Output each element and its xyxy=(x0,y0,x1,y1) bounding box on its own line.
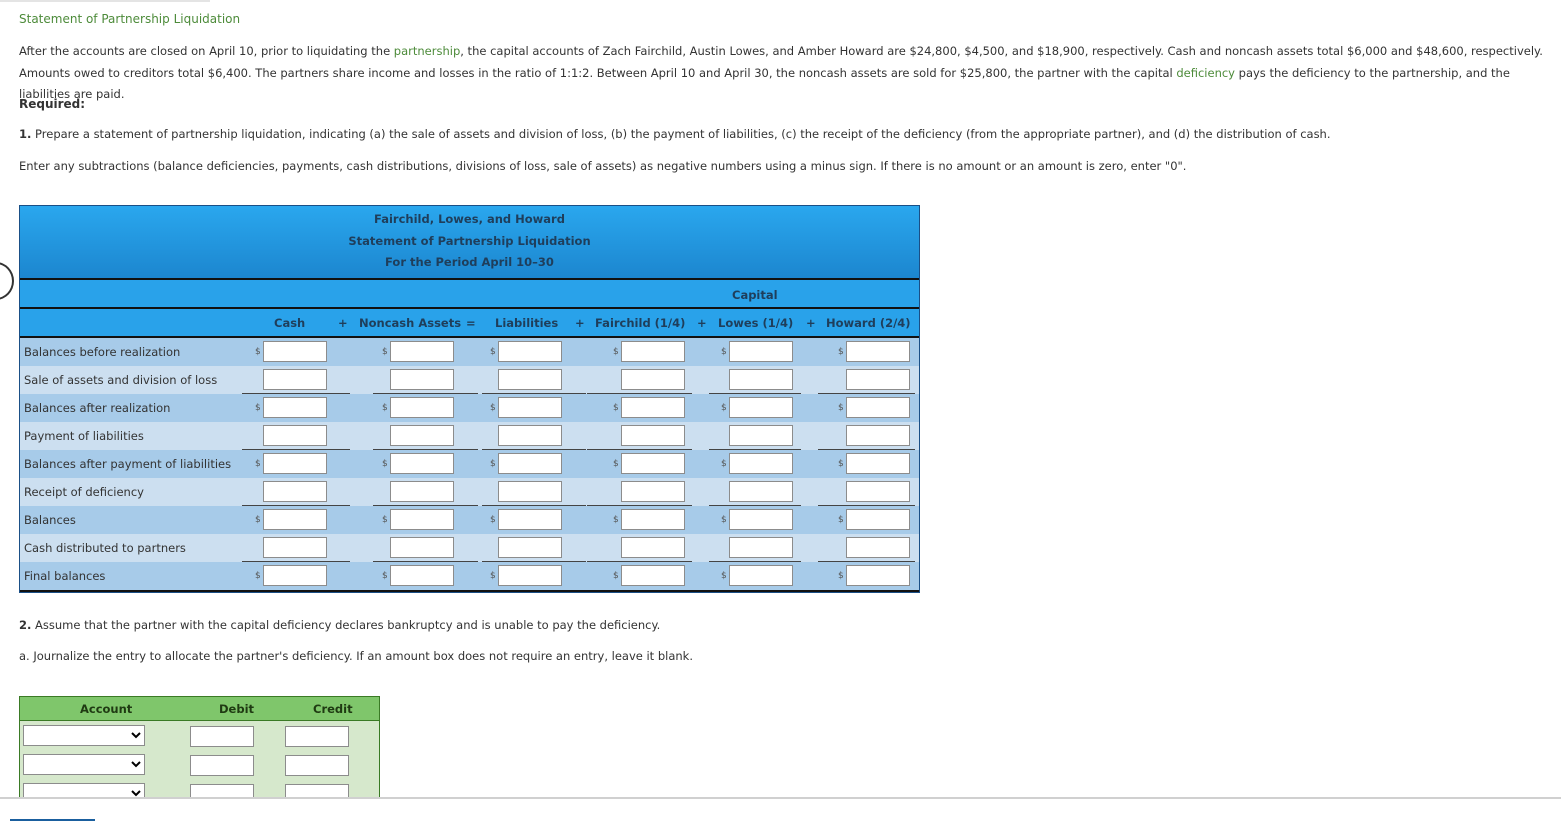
liabilities-input[interactable] xyxy=(498,453,562,474)
noncash-input[interactable] xyxy=(390,453,454,474)
howard-input[interactable] xyxy=(846,369,910,390)
liabilities-input[interactable] xyxy=(498,341,562,362)
dollar-sign: $ xyxy=(382,459,388,469)
dollar-sign: $ xyxy=(255,571,261,581)
dollar-sign: $ xyxy=(721,571,727,581)
question-2-text: Assume that the partner with the capital deficiency declares bankruptcy and is unable to pay the deficiency. xyxy=(31,618,661,632)
fairchild-input[interactable] xyxy=(621,453,685,474)
fairchild-input[interactable] xyxy=(621,509,685,530)
howard-input[interactable] xyxy=(846,509,910,530)
fairchild-input[interactable] xyxy=(621,397,685,418)
liabilities-input[interactable] xyxy=(498,369,562,390)
para-text-2: , the capital accounts of Zach Fairchild, Austin Lowes, and Amber Howard are $24,800, $4,500, and $18,900, respectively. Cash and noncash assets total $6,000 and $48,600, respectively. Amounts owed to creditors total $6,400. The partners share income and losses in the ratio of 1:1:2. Between April 10 and April 30, the noncash assets are sold for $25,800, the partner with the capital xyxy=(19,44,1543,80)
journal-col-credit: Credit xyxy=(313,702,353,716)
row-label: Balances xyxy=(24,513,76,527)
statement-row xyxy=(20,562,919,590)
account-select[interactable] xyxy=(23,725,145,746)
lowes-input[interactable] xyxy=(729,481,793,502)
debit-input[interactable] xyxy=(190,755,254,776)
col-liabilities: Liabilities xyxy=(495,316,559,330)
liabilities-input[interactable] xyxy=(498,425,562,446)
lowes-input[interactable] xyxy=(729,509,793,530)
side-circle-icon xyxy=(0,262,14,300)
question-1-number: 1. xyxy=(19,127,32,141)
statement-row xyxy=(20,534,919,562)
statement-title: Statement of Partnership Liquidation xyxy=(348,233,591,248)
dollar-sign: $ xyxy=(838,347,844,357)
howard-input[interactable] xyxy=(846,341,910,362)
noncash-input[interactable] xyxy=(390,369,454,390)
bottom-bar xyxy=(0,797,1561,822)
howard-input[interactable] xyxy=(846,565,910,586)
question-2a: a. Journalize the entry to allocate the partner's deficiency. If an amount box does not require an entry, leave it blank. xyxy=(19,649,693,663)
lowes-input[interactable] xyxy=(729,537,793,558)
capital-label: Capital xyxy=(732,288,778,302)
top-divider xyxy=(0,0,210,2)
howard-input[interactable] xyxy=(846,481,910,502)
fairchild-input[interactable] xyxy=(621,341,685,362)
col-plus-2: + xyxy=(575,316,585,330)
dollar-sign: $ xyxy=(382,403,388,413)
dollar-sign: $ xyxy=(613,347,619,357)
statement-row xyxy=(20,450,919,478)
col-lowes: Lowes (1/4) xyxy=(718,316,794,330)
row-label: Cash distributed to partners xyxy=(24,541,186,555)
journal-col-debit: Debit xyxy=(219,702,255,716)
col-cash: Cash xyxy=(274,316,306,330)
liabilities-input[interactable] xyxy=(498,565,562,586)
statement-row xyxy=(20,366,919,394)
cash-input[interactable] xyxy=(263,537,327,558)
cash-input[interactable] xyxy=(263,509,327,530)
howard-input[interactable] xyxy=(846,397,910,418)
account-select[interactable] xyxy=(23,754,145,775)
col-fairchild: Fairchild (1/4) xyxy=(595,316,686,330)
col-plus-1: + xyxy=(338,316,348,330)
dollar-sign: $ xyxy=(255,403,261,413)
noncash-input[interactable] xyxy=(390,397,454,418)
required-label: Required: xyxy=(19,97,86,111)
cash-input[interactable] xyxy=(263,425,327,446)
noncash-input[interactable] xyxy=(390,509,454,530)
col-equals: = xyxy=(466,316,476,330)
credit-input[interactable] xyxy=(285,755,349,776)
noncash-input[interactable] xyxy=(390,537,454,558)
journal-col-account: Account xyxy=(80,702,133,716)
noncash-input[interactable] xyxy=(390,425,454,446)
noncash-input[interactable] xyxy=(390,565,454,586)
question-2-number: 2. xyxy=(19,618,32,632)
debit-input[interactable] xyxy=(190,726,254,747)
col-howard: Howard (2/4) xyxy=(826,316,911,330)
col-plus-4: + xyxy=(806,316,816,330)
dollar-sign: $ xyxy=(382,571,388,581)
fairchild-input[interactable] xyxy=(621,369,685,390)
lowes-input[interactable] xyxy=(729,397,793,418)
journal-row xyxy=(20,721,379,750)
lowes-input[interactable] xyxy=(729,425,793,446)
cash-input[interactable] xyxy=(263,369,327,390)
statement-row xyxy=(20,394,919,422)
statement-row xyxy=(20,422,919,450)
cash-input[interactable] xyxy=(263,453,327,474)
dollar-sign: $ xyxy=(838,571,844,581)
dollar-sign: $ xyxy=(613,515,619,525)
dollar-sign: $ xyxy=(490,403,496,413)
row-label: Balances before realization xyxy=(24,345,181,359)
dollar-sign: $ xyxy=(721,515,727,525)
fairchild-input[interactable] xyxy=(621,481,685,502)
column-header-row xyxy=(20,309,919,338)
liabilities-input[interactable] xyxy=(498,537,562,558)
instruction-note: Enter any subtractions (balance deficiencies, payments, cash distributions, divisions of loss, sale of assets) as negative numbers using a minus sign. If there is no amount or an amount is zero, enter "0". xyxy=(19,159,1187,173)
dollar-sign: $ xyxy=(721,459,727,469)
lowes-input[interactable] xyxy=(729,341,793,362)
howard-input[interactable] xyxy=(846,453,910,474)
dollar-sign: $ xyxy=(490,571,496,581)
question-1-text: Prepare a statement of partnership liquidation, indicating (a) the sale of assets and division of loss, (b) the payment of liabilities, (c) the receipt of the deficiency (from the appropriate partner), and (d) the distribution of cash. xyxy=(31,127,1331,141)
cash-input[interactable] xyxy=(263,481,327,502)
statement-period: For the Period April 10–30 xyxy=(385,255,554,269)
noncash-input[interactable] xyxy=(390,481,454,502)
dollar-sign: $ xyxy=(838,515,844,525)
credit-input[interactable] xyxy=(285,726,349,747)
dollar-sign: $ xyxy=(255,515,261,525)
liabilities-input[interactable] xyxy=(498,509,562,530)
dollar-sign: $ xyxy=(490,459,496,469)
partnership-link[interactable]: partnership xyxy=(393,44,461,58)
lowes-input[interactable] xyxy=(729,369,793,390)
cash-input[interactable] xyxy=(263,565,327,586)
dollar-sign: $ xyxy=(613,571,619,581)
fairchild-input[interactable] xyxy=(621,537,685,558)
cash-input[interactable] xyxy=(263,397,327,418)
lowes-input[interactable] xyxy=(729,565,793,586)
statement-row xyxy=(20,338,919,366)
statement-row xyxy=(20,506,919,534)
statement-bottom-rule xyxy=(20,590,919,592)
dollar-sign: $ xyxy=(382,515,388,525)
page-title: Statement of Partnership Liquidation xyxy=(19,12,241,26)
capital-header-row xyxy=(20,280,919,309)
dollar-sign: $ xyxy=(490,347,496,357)
howard-input[interactable] xyxy=(846,425,910,446)
statement-row xyxy=(20,478,919,506)
liabilities-input[interactable] xyxy=(498,397,562,418)
dollar-sign: $ xyxy=(721,347,727,357)
fairchild-input[interactable] xyxy=(621,565,685,586)
company-name: Fairchild, Lowes, and Howard xyxy=(374,212,565,226)
para-text-1: After the accounts are closed on April 10, prior to liquidating the xyxy=(19,44,394,58)
journal-header-row xyxy=(20,697,379,721)
question-2 xyxy=(19,618,660,632)
statement-body xyxy=(20,338,919,590)
dollar-sign: $ xyxy=(721,403,727,413)
dollar-sign: $ xyxy=(838,459,844,469)
dollar-sign: $ xyxy=(382,347,388,357)
cash-input[interactable] xyxy=(263,341,327,362)
col-noncash-assets: Noncash Assets xyxy=(359,316,462,330)
journal-entry-table xyxy=(19,696,380,808)
row-label: Balances after payment of liabilities xyxy=(24,457,232,471)
dollar-sign: $ xyxy=(838,403,844,413)
liabilities-input[interactable] xyxy=(498,481,562,502)
bottom-tab-indicator[interactable] xyxy=(10,819,95,821)
dollar-sign: $ xyxy=(613,403,619,413)
noncash-input[interactable] xyxy=(390,341,454,362)
col-plus-3: + xyxy=(697,316,707,330)
statement-heading xyxy=(20,206,919,280)
howard-input[interactable] xyxy=(846,537,910,558)
dollar-sign: $ xyxy=(255,459,261,469)
journal-row xyxy=(20,750,379,779)
dollar-sign: $ xyxy=(255,347,261,357)
lowes-input[interactable] xyxy=(729,453,793,474)
fairchild-input[interactable] xyxy=(621,425,685,446)
problem-paragraph xyxy=(19,41,1551,106)
dollar-sign: $ xyxy=(613,459,619,469)
row-label: Sale of assets and division of loss xyxy=(24,373,218,387)
journal-body xyxy=(20,721,379,808)
row-label: Final balances xyxy=(24,569,106,583)
row-label: Balances after realization xyxy=(24,401,171,415)
deficiency-link[interactable]: deficiency xyxy=(1176,65,1235,80)
row-label: Receipt of deficiency xyxy=(24,485,144,499)
dollar-sign: $ xyxy=(490,515,496,525)
question-1 xyxy=(19,127,1331,141)
para-text-3: pays the deficiency to the partnership, and the liabilities are paid. xyxy=(19,65,1510,101)
liquidation-statement-table xyxy=(19,205,920,593)
row-label: Payment of liabilities xyxy=(24,429,144,443)
